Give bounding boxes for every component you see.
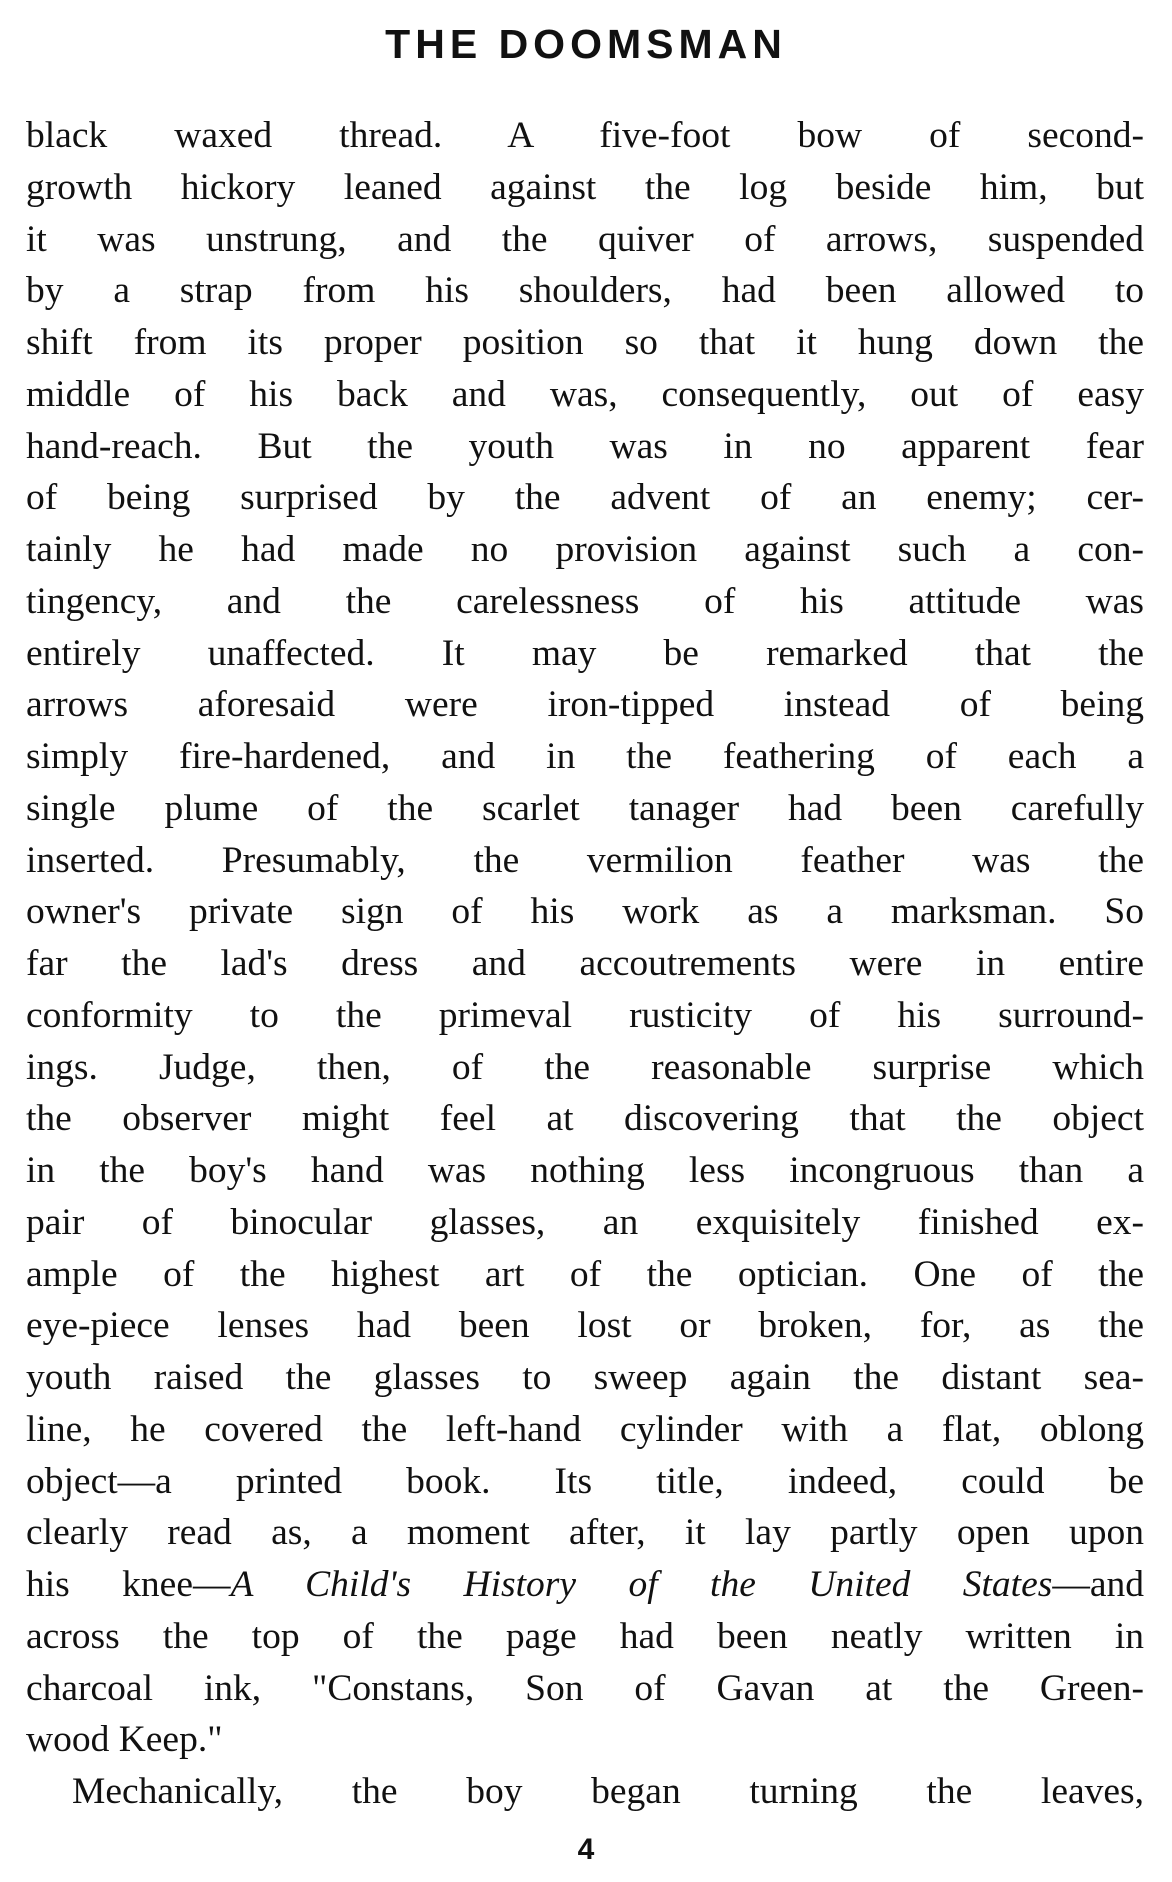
paragraph: [26, 110, 1144, 1766]
text-segment: middle of his back and was, consequently, out of easy: [26, 373, 1144, 415]
text-segment: pair of binocular glasses, an exquisitely finished ex-: [26, 1201, 1144, 1243]
text-segment: youth raised the glasses to sweep again the distant sea-: [26, 1357, 1144, 1398]
text-line: [26, 628, 1144, 680]
paragraph: [26, 1766, 1144, 1818]
text-line: [26, 1611, 1144, 1663]
text-line: [26, 1249, 1144, 1301]
text-line: [26, 1714, 1144, 1766]
text-line: [26, 265, 1144, 317]
text-segment: single plume of the scarlet tanager had been carefully: [26, 787, 1144, 829]
book-title: A Child's History of the United States: [230, 1564, 1053, 1605]
text-segment: charcoal ink, "Constans, Son of Gavan at the Green-: [26, 1667, 1144, 1709]
text-segment: ings. Judge, then, of the reasonable surprise which: [26, 1046, 1144, 1088]
text-line: [26, 1456, 1144, 1508]
text-segment: —and: [1052, 1564, 1144, 1605]
text-segment: tingency, and the carelessness of his attitude was: [26, 580, 1144, 622]
text-line: [26, 1197, 1144, 1249]
running-head: THE DOOMSMAN: [385, 21, 787, 67]
text-line: [26, 421, 1144, 473]
text-segment: conformity to the primeval rusticity of his surround-: [26, 994, 1144, 1036]
text-line: [26, 990, 1144, 1042]
text-line: [26, 214, 1144, 266]
text-line: [26, 576, 1144, 628]
text-segment: wood Keep.": [26, 1719, 223, 1761]
text-line: [26, 783, 1144, 835]
text-line: [26, 110, 1144, 162]
text-segment: growth hickory leaned against the log beside him, but: [26, 166, 1144, 208]
text-line: [26, 369, 1144, 421]
text-segment: clearly read as, a moment after, it lay partly open upon: [26, 1512, 1144, 1554]
text-segment: by a strap from his shoulders, had been allowed to: [26, 270, 1144, 312]
text-line: Mechanically, the boy began turning the leaves,: [72, 1771, 1144, 1812]
text-line: [26, 1093, 1144, 1145]
text-segment: far the lad's dress and accoutrements were in entire: [26, 943, 1144, 984]
text-line: [26, 679, 1144, 731]
text-segment: owner's private sign of his work as a marksman. So: [26, 891, 1144, 933]
text-segment: arrows aforesaid were iron-tipped instead of being: [26, 684, 1144, 726]
body-text: [26, 110, 1144, 1818]
text-segment: his knee—: [26, 1564, 231, 1605]
text-line: [26, 1663, 1144, 1715]
text-line: [26, 835, 1144, 887]
text-segment: eye-piece lenses had been lost or broken, for, as the: [26, 1305, 1144, 1347]
text-segment: across the top of the page had been neatly written in: [26, 1615, 1144, 1657]
text-segment: ample of the highest art of the optician. One of the: [26, 1253, 1144, 1295]
text-segment: shift from its proper position so that it hung down the: [26, 322, 1144, 363]
text-line: [26, 731, 1144, 783]
text-segment: entirely unaffected. It may be remarked that the: [26, 632, 1144, 674]
text-line: [26, 938, 1144, 990]
text-segment: black waxed thread. A five-foot bow of second-: [26, 115, 1144, 156]
text-segment: tainly he had made no provision against such a con-: [26, 529, 1144, 570]
text-line: [26, 317, 1144, 369]
text-line: [26, 886, 1144, 938]
text-segment: hand-reach. But the youth was in no apparent fear: [26, 425, 1144, 467]
text-segment: it was unstrung, and the quiver of arrows, suspended: [26, 218, 1144, 260]
text-line: [26, 1042, 1144, 1094]
text-segment: simply fire-hardened, and in the feathering of each a: [26, 736, 1144, 777]
text-segment: of being surprised by the advent of an enemy; cer-: [26, 477, 1144, 519]
text-line: [26, 1507, 1144, 1559]
page-number: 4: [577, 1833, 595, 1866]
text-segment: object—a printed book. Its title, indeed, could be: [26, 1460, 1144, 1502]
text-line: [26, 162, 1144, 214]
text-line: [26, 524, 1144, 576]
text-line: [26, 1559, 1144, 1611]
text-segment: in the boy's hand was nothing less incongruous than a: [26, 1150, 1144, 1191]
text-line: [26, 1145, 1144, 1197]
text-line: [26, 1300, 1144, 1352]
text-segment: line, he covered the left-hand cylinder with a flat, oblong: [26, 1408, 1144, 1450]
text-line: [26, 472, 1144, 524]
text-segment: the observer might feel at discovering that the object: [26, 1098, 1144, 1140]
text-line: [26, 1404, 1144, 1456]
text-segment: inserted. Presumably, the vermilion feather was the: [26, 839, 1144, 881]
text-line: [26, 1352, 1144, 1404]
